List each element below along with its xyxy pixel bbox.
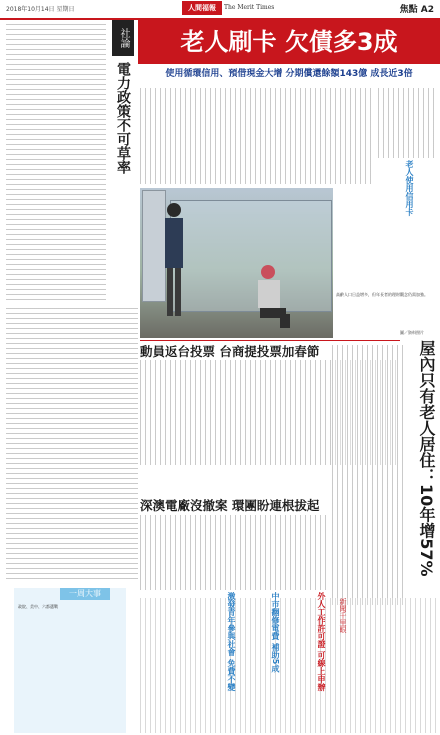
editorial-title: 電力政策不可草率 [115, 62, 131, 174]
masthead-english: The Merit Times [224, 4, 275, 11]
weekly-highlights-body: 政院、美中、六都選戰 [18, 604, 58, 609]
editorial-body [6, 24, 106, 304]
blue-sidebar-label: 老人使用信用卡 [405, 160, 414, 216]
photo-caption: 高齡人口日益增多，但年長者的理財觀念仍需加強。 [336, 292, 428, 297]
photo-credit: 圖／資料照片 [400, 330, 424, 335]
story2-headline: 動員返台投票 台商提投票加春節 [140, 344, 320, 359]
side-story-headline: 屋內只有老人居住：10年增57% [417, 340, 436, 577]
issue-date: 2018年10月14日 星期日 [6, 6, 75, 13]
main-subheadline: 使用循環信用、預借現金大增 分期償還餘額143億 成長近3倍 [165, 69, 413, 79]
lead-story-body [140, 88, 375, 184]
bottom-section-label: 新聞千里眼 [339, 598, 347, 633]
photo-glass-window [170, 200, 332, 312]
section-label: 焦點 A2 [399, 5, 434, 15]
sitting-person [252, 262, 292, 332]
bottom-headline-2: 中市翻修電費 補助5成 [271, 592, 280, 673]
story3-body [140, 515, 330, 590]
standing-person [160, 200, 188, 320]
bottom-headline-3: 激發青年參與社會 免費不變 [227, 592, 236, 691]
newspaper-logo: 人間福報 [182, 1, 222, 15]
bottom-stories-body [140, 598, 440, 733]
divider [140, 340, 400, 341]
side-story-body [332, 345, 407, 605]
editorial-label: 社論 [112, 20, 134, 56]
lead-story-body-2 [378, 88, 436, 158]
main-headline: 老人刷卡 欠債多3成 [138, 20, 440, 64]
weekly-highlights-title: 一周大事 [60, 588, 110, 600]
bottom-headline-1: 外人工作許可證 可線上申辦 [317, 592, 326, 691]
editorial-body-continued [6, 308, 138, 583]
story3-headline: 深澳電廠沒撤案 環團盼連根拔起 [140, 498, 320, 513]
